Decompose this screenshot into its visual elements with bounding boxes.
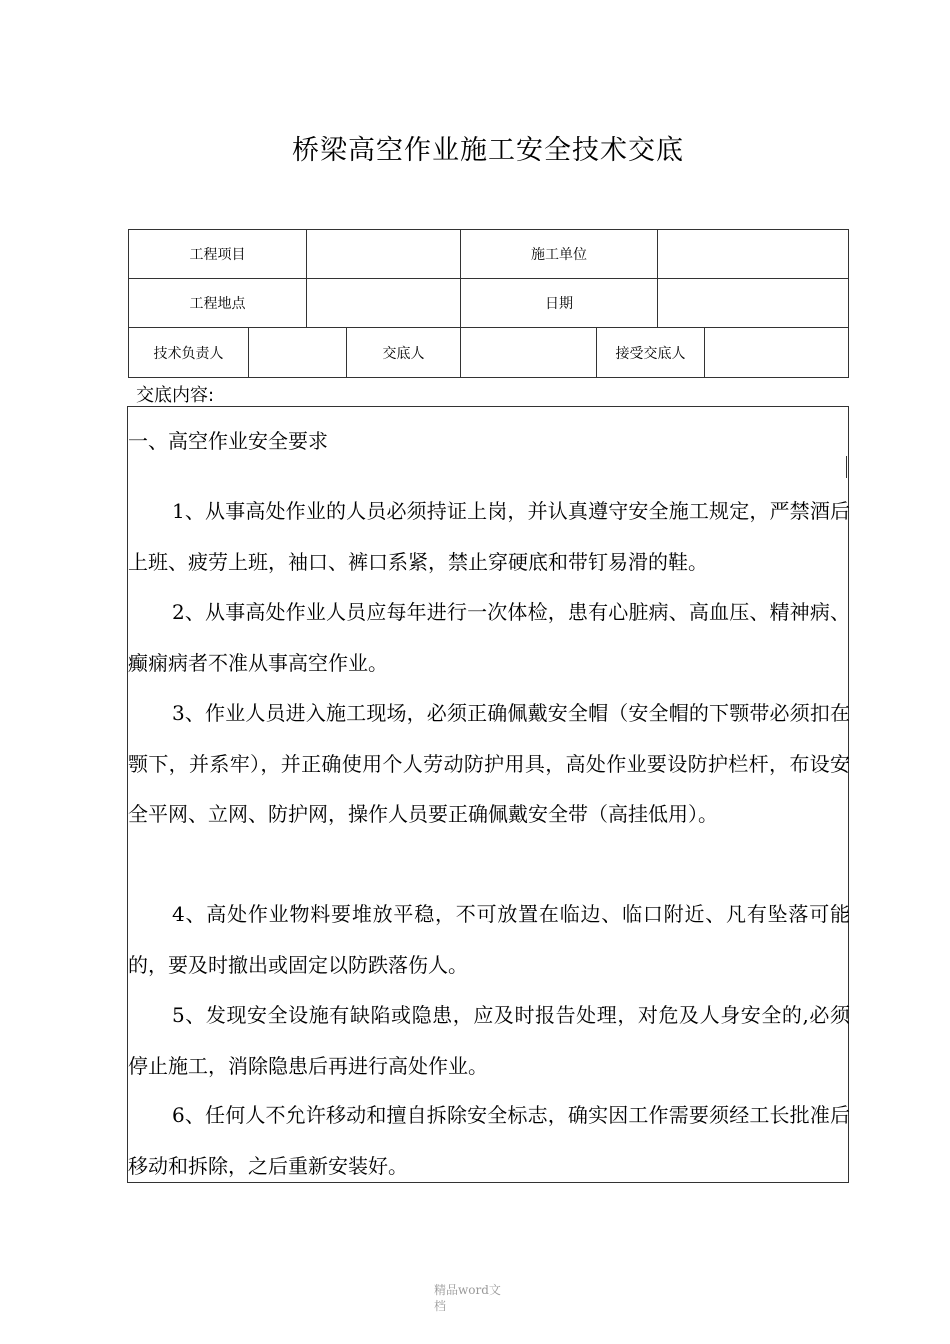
label-tech-lead: 技术负责人 [153,345,224,362]
paragraph-item: 5、发现安全设施有缺陷或隐患，应及时报告处理，对危及人身安全的,必须停止施工，消除隐患后再进行高处作业。 [128,1003,850,1078]
paragraph-item: 6、任何人不允许移动和擅自拆除安全标志，确实因工作需要须经工长批准后移动和拆除，之后重新安装好。 [128,1103,850,1178]
paragraph-item: 1、从事高处作业的人员必须持证上岗，并认真遵守安全施工规定，严禁酒后上班、疲劳上班，袖口、裤口系紧，禁止穿硬底和带钉易滑的鞋。 [128,499,850,574]
paragraph-item: 2、从事高处作业人员应每年进行一次体检，患有心脏病、高血压、精神病、癫痫病者不准从事高空作业。 [128,600,850,675]
footer-watermark-line: 档 [434,1299,447,1313]
section-label: 交底内容: [136,385,215,406]
label-project: 工程项目 [189,247,246,263]
label-date: 日期 [545,296,573,312]
section-heading: 一、高空作业安全要求 [128,429,328,453]
label-location: 工程地点 [189,296,246,312]
value-tech-lead [249,328,346,377]
paragraph-item: 3、作业人员进入施工现场，必须正确佩戴安全帽（安全帽的下颚带必须扣在颚下，并系牢），并正确使用个人劳动防护用具，高处作业要设防护栏杆，布设安全平网、立网、防护网，操作人员要正确佩戴安全带（高挂低用）。 [128,701,850,826]
value-receiver [705,328,848,377]
label-construction-unit: 施工单位 [531,247,587,263]
paragraph-item: 4、高处作业物料要堆放平稳，不可放置在临边、临口附近、凡有坠落可能的，要及时撤出或固定以防跌落伤人。 [128,902,850,977]
footer-watermark [434,1282,524,1314]
text-cursor-mark [846,456,847,478]
value-location [307,279,460,327]
label-receiver: 接受交底人 [615,345,686,362]
label-presenter: 交底人 [382,345,425,362]
value-construction-unit [658,230,848,278]
info-table [128,229,849,378]
value-project [307,230,460,278]
document-title: 桥梁高空作业施工安全技术交底 [292,135,684,166]
footer-watermark-line: 精品word文 [434,1283,501,1297]
value-date [658,279,848,327]
value-presenter [461,328,596,377]
